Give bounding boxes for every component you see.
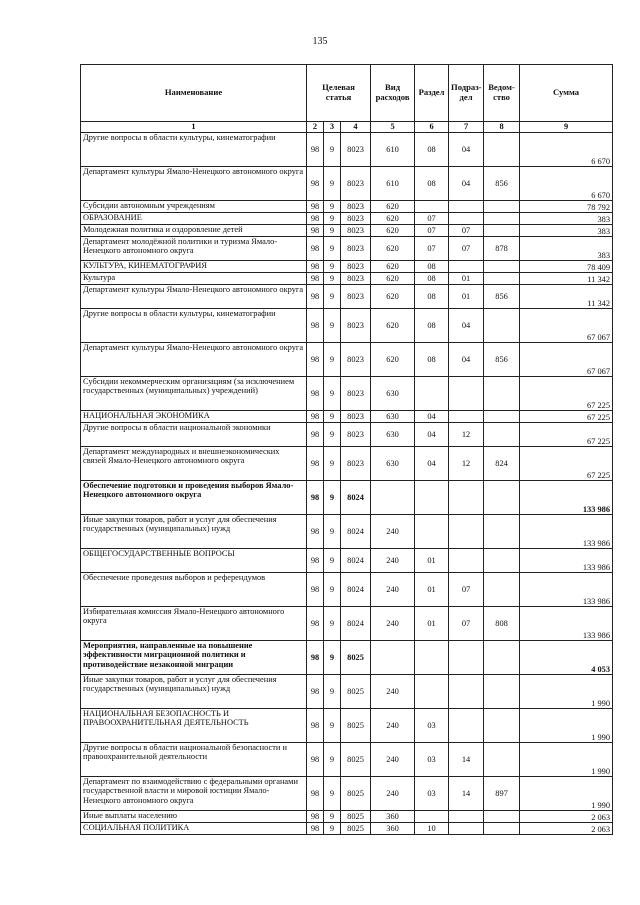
cell-section: 08 (415, 343, 449, 377)
cell-section: 08 (415, 273, 449, 285)
cell-article-b: 9 (324, 709, 341, 743)
cell-subsection (449, 377, 484, 411)
cell-amount: 67 225 (520, 423, 613, 447)
cell-amount: 1 990 (520, 743, 613, 777)
cell-article-b: 9 (324, 411, 341, 423)
column-number: 6 (415, 122, 449, 133)
table-row (81, 423, 613, 447)
cell-expense-type: 620 (371, 343, 415, 377)
cell-subsection (449, 709, 484, 743)
cell-department (484, 823, 520, 835)
cell-amount: 78 409 (520, 261, 613, 273)
cell-department (484, 273, 520, 285)
header-article: Целевая статья (307, 65, 371, 122)
cell-section: 03 (415, 777, 449, 811)
cell-department (484, 743, 520, 777)
cell-article-b: 9 (324, 201, 341, 213)
cell-department (484, 641, 520, 675)
column-number: 7 (449, 122, 484, 133)
table-row (81, 777, 613, 811)
cell-section (415, 377, 449, 411)
cell-name: ОБЩЕГОСУДАРСТВЕННЫЕ ВОПРОСЫ (81, 549, 307, 573)
cell-article-a: 98 (307, 225, 324, 237)
cell-article-c: 8023 (341, 201, 371, 213)
table-row (81, 549, 613, 573)
cell-amount: 11 342 (520, 285, 613, 309)
cell-article-c: 8024 (341, 549, 371, 573)
cell-subsection: 12 (449, 423, 484, 447)
cell-article-c: 8024 (341, 573, 371, 607)
cell-article-b: 9 (324, 481, 341, 515)
cell-section: 04 (415, 423, 449, 447)
column-number: 5 (371, 122, 415, 133)
cell-article-c: 8025 (341, 823, 371, 835)
cell-name: Департамент международных и внешнеэкономических связей Ямало-Ненецкого автономного округа (81, 447, 307, 481)
table-row (81, 133, 613, 167)
cell-subsection: 07 (449, 237, 484, 261)
cell-article-b: 9 (324, 343, 341, 377)
cell-name: Иные выплаты населению (81, 811, 307, 823)
cell-article-a: 98 (307, 549, 324, 573)
cell-name: Молодежная политика и оздоровление детей (81, 225, 307, 237)
cell-article-a: 98 (307, 167, 324, 201)
cell-article-a: 98 (307, 201, 324, 213)
cell-article-a: 98 (307, 811, 324, 823)
cell-department (484, 133, 520, 167)
cell-article-a: 98 (307, 573, 324, 607)
cell-article-c: 8025 (341, 641, 371, 675)
cell-article-c: 8024 (341, 607, 371, 641)
cell-article-a: 98 (307, 777, 324, 811)
cell-expense-type: 620 (371, 273, 415, 285)
table-row (81, 811, 613, 823)
cell-expense-type: 630 (371, 411, 415, 423)
cell-name: Иные закупки товаров, работ и услуг для обеспечения государственных (муниципальных) нужд (81, 675, 307, 709)
cell-article-c: 8023 (341, 377, 371, 411)
cell-section (415, 675, 449, 709)
header-section: Раздел (415, 65, 449, 122)
cell-department (484, 309, 520, 343)
cell-article-c: 8025 (341, 811, 371, 823)
cell-subsection: 01 (449, 273, 484, 285)
cell-section: 01 (415, 549, 449, 573)
cell-department (484, 411, 520, 423)
cell-article-c: 8023 (341, 261, 371, 273)
cell-section (415, 201, 449, 213)
cell-amount: 78 792 (520, 201, 613, 213)
cell-department (484, 261, 520, 273)
cell-department (484, 515, 520, 549)
cell-section: 07 (415, 213, 449, 225)
cell-article-c: 8025 (341, 777, 371, 811)
cell-subsection: 07 (449, 573, 484, 607)
header-amount: Сумма (520, 65, 613, 122)
cell-article-b: 9 (324, 777, 341, 811)
cell-article-b: 9 (324, 237, 341, 261)
cell-section: 03 (415, 743, 449, 777)
cell-subsection: 14 (449, 743, 484, 777)
cell-article-b: 9 (324, 515, 341, 549)
table-row (81, 343, 613, 377)
cell-article-a: 98 (307, 261, 324, 273)
cell-subsection (449, 811, 484, 823)
cell-subsection (449, 641, 484, 675)
cell-expense-type: 630 (371, 423, 415, 447)
cell-expense-type: 240 (371, 675, 415, 709)
cell-article-a: 98 (307, 423, 324, 447)
cell-article-a: 98 (307, 343, 324, 377)
cell-article-a: 98 (307, 237, 324, 261)
cell-department (484, 481, 520, 515)
cell-subsection (449, 411, 484, 423)
cell-article-b: 9 (324, 641, 341, 675)
cell-name: Обеспечение проведения выборов и референдумов (81, 573, 307, 607)
cell-article-a: 98 (307, 743, 324, 777)
column-number: 9 (520, 122, 613, 133)
cell-amount: 6 670 (520, 167, 613, 201)
cell-amount: 383 (520, 237, 613, 261)
cell-amount: 2 063 (520, 811, 613, 823)
cell-article-b: 9 (324, 607, 341, 641)
table-row (81, 411, 613, 423)
cell-subsection: 04 (449, 343, 484, 377)
cell-expense-type: 360 (371, 811, 415, 823)
cell-article-b: 9 (324, 573, 341, 607)
cell-subsection (449, 201, 484, 213)
cell-expense-type: 630 (371, 377, 415, 411)
cell-section: 07 (415, 225, 449, 237)
cell-expense-type: 240 (371, 777, 415, 811)
cell-department: 856 (484, 285, 520, 309)
cell-department (484, 709, 520, 743)
cell-amount: 2 063 (520, 823, 613, 835)
cell-article-b: 9 (324, 675, 341, 709)
cell-subsection: 04 (449, 133, 484, 167)
cell-expense-type: 620 (371, 213, 415, 225)
cell-section: 08 (415, 285, 449, 309)
cell-article-a: 98 (307, 607, 324, 641)
cell-article-c: 8023 (341, 343, 371, 377)
table-row (81, 167, 613, 201)
cell-article-a: 98 (307, 515, 324, 549)
cell-amount: 6 670 (520, 133, 613, 167)
cell-department: 824 (484, 447, 520, 481)
cell-article-a: 98 (307, 481, 324, 515)
cell-section: 01 (415, 573, 449, 607)
cell-subsection: 12 (449, 447, 484, 481)
cell-department (484, 213, 520, 225)
cell-amount: 383 (520, 225, 613, 237)
cell-department: 878 (484, 237, 520, 261)
table-row (81, 213, 613, 225)
cell-article-b: 9 (324, 273, 341, 285)
cell-amount: 67 225 (520, 377, 613, 411)
cell-name: Департамент по взаимодействию с федеральными органами государственной власти и мировой юстиции Ямало-Ненецкого автономного округа (81, 777, 307, 811)
cell-article-b: 9 (324, 261, 341, 273)
cell-amount: 11 342 (520, 273, 613, 285)
column-number: 3 (324, 122, 341, 133)
cell-section: 04 (415, 447, 449, 481)
cell-subsection (449, 261, 484, 273)
column-number: 1 (81, 122, 307, 133)
cell-name: Департамент молодёжной политики и туризма Ямало-Ненецкого автономного округа (81, 237, 307, 261)
table-row (81, 261, 613, 273)
table-row (81, 201, 613, 213)
cell-amount: 67 225 (520, 447, 613, 481)
table-row (81, 743, 613, 777)
cell-article-c: 8023 (341, 285, 371, 309)
cell-name: Другие вопросы в области культуры, кинематографии (81, 309, 307, 343)
cell-amount: 67 067 (520, 343, 613, 377)
cell-department (484, 675, 520, 709)
cell-name: Субсидии некоммерческим организациям (за исключением государственных (муниципальных) учреждений) (81, 377, 307, 411)
cell-department (484, 811, 520, 823)
cell-name: Департамент культуры Ямало-Ненецкого автономного округа (81, 285, 307, 309)
cell-article-b: 9 (324, 213, 341, 225)
table-row (81, 515, 613, 549)
cell-section: 03 (415, 709, 449, 743)
cell-subsection: 04 (449, 309, 484, 343)
cell-name: Обеспечение подготовки и проведения выборов Ямало-Ненецкого автономного округа (81, 481, 307, 515)
cell-subsection (449, 823, 484, 835)
cell-name: Иные закупки товаров, работ и услуг для обеспечения государственных (муниципальных) нужд (81, 515, 307, 549)
cell-subsection (449, 515, 484, 549)
cell-article-b: 9 (324, 167, 341, 201)
table-row (81, 309, 613, 343)
cell-name: Субсидии автономным учреждениям (81, 201, 307, 213)
page-number: 135 (312, 36, 328, 47)
cell-name: Другие вопросы в области культуры, кинематографии (81, 133, 307, 167)
cell-article-a: 98 (307, 285, 324, 309)
cell-department (484, 201, 520, 213)
table-body (81, 133, 613, 835)
cell-subsection: 07 (449, 225, 484, 237)
cell-article-b: 9 (324, 549, 341, 573)
cell-article-b: 9 (324, 447, 341, 481)
cell-article-c: 8023 (341, 309, 371, 343)
cell-expense-type: 610 (371, 167, 415, 201)
cell-subsection (449, 481, 484, 515)
cell-article-b: 9 (324, 823, 341, 835)
cell-expense-type: 610 (371, 133, 415, 167)
header-name: Наименование (81, 65, 307, 122)
cell-article-a: 98 (307, 213, 324, 225)
cell-article-b: 9 (324, 377, 341, 411)
cell-expense-type: 240 (371, 515, 415, 549)
cell-section: 04 (415, 411, 449, 423)
cell-article-a: 98 (307, 411, 324, 423)
table-row (81, 447, 613, 481)
cell-article-c: 8024 (341, 515, 371, 549)
cell-name: Другие вопросы в области национальной безопасности и правоохранительной деятельности (81, 743, 307, 777)
cell-name: НАЦИОНАЛЬНАЯ БЕЗОПАСНОСТЬ И ПРАВООХРАНИТЕЛЬНАЯ ДЕЯТЕЛЬНОСТЬ (81, 709, 307, 743)
cell-expense-type: 630 (371, 447, 415, 481)
table-row (81, 709, 613, 743)
cell-amount: 133 986 (520, 573, 613, 607)
cell-article-c: 8023 (341, 225, 371, 237)
cell-article-a: 98 (307, 309, 324, 343)
cell-amount: 133 986 (520, 515, 613, 549)
cell-name: Другие вопросы в области национальной экономики (81, 423, 307, 447)
cell-article-a: 98 (307, 823, 324, 835)
cell-department: 856 (484, 343, 520, 377)
cell-article-b: 9 (324, 285, 341, 309)
cell-subsection (449, 549, 484, 573)
cell-article-b: 9 (324, 309, 341, 343)
cell-expense-type: 620 (371, 225, 415, 237)
cell-subsection: 04 (449, 167, 484, 201)
cell-article-c: 8025 (341, 743, 371, 777)
cell-expense-type: 620 (371, 309, 415, 343)
header-subsection: Подраз-дел (449, 65, 484, 122)
column-numbers-row (81, 122, 613, 133)
cell-name: КУЛЬТУРА, КИНЕМАТОГРАФИЯ (81, 261, 307, 273)
cell-amount: 67 225 (520, 411, 613, 423)
cell-section: 08 (415, 167, 449, 201)
cell-amount: 67 067 (520, 309, 613, 343)
budget-table (80, 64, 613, 835)
cell-name: ОБРАЗОВАНИЕ (81, 213, 307, 225)
cell-department (484, 573, 520, 607)
cell-amount: 1 990 (520, 777, 613, 811)
cell-article-a: 98 (307, 447, 324, 481)
cell-section (415, 641, 449, 675)
header-department: Ведом-ство (484, 65, 520, 122)
cell-article-b: 9 (324, 225, 341, 237)
cell-department: 808 (484, 607, 520, 641)
cell-article-b: 9 (324, 423, 341, 447)
cell-amount: 133 986 (520, 549, 613, 573)
cell-article-c: 8023 (341, 447, 371, 481)
cell-subsection: 14 (449, 777, 484, 811)
table-row (81, 607, 613, 641)
cell-expense-type: 240 (371, 549, 415, 573)
cell-expense-type: 620 (371, 285, 415, 309)
cell-department (484, 423, 520, 447)
table-row (81, 675, 613, 709)
cell-article-a: 98 (307, 641, 324, 675)
cell-department (484, 549, 520, 573)
cell-section (415, 515, 449, 549)
cell-section: 07 (415, 237, 449, 261)
cell-article-c: 8023 (341, 213, 371, 225)
cell-expense-type: 620 (371, 237, 415, 261)
cell-expense-type: 620 (371, 201, 415, 213)
cell-name: Департамент культуры Ямало-Ненецкого автономного округа (81, 343, 307, 377)
cell-section (415, 481, 449, 515)
table-row (81, 237, 613, 261)
cell-amount: 133 986 (520, 481, 613, 515)
cell-department (484, 225, 520, 237)
cell-expense-type: 240 (371, 743, 415, 777)
cell-expense-type (371, 641, 415, 675)
cell-name: Культура (81, 273, 307, 285)
cell-article-c: 8023 (341, 423, 371, 447)
cell-expense-type: 240 (371, 709, 415, 743)
cell-article-b: 9 (324, 743, 341, 777)
cell-amount: 133 986 (520, 607, 613, 641)
cell-amount: 1 990 (520, 675, 613, 709)
cell-subsection: 01 (449, 285, 484, 309)
table-row (81, 377, 613, 411)
cell-department: 856 (484, 167, 520, 201)
cell-name: НАЦИОНАЛЬНАЯ ЭКОНОМИКА (81, 411, 307, 423)
cell-subsection (449, 213, 484, 225)
cell-amount: 383 (520, 213, 613, 225)
table-row (81, 225, 613, 237)
cell-name: Мероприятия, направленные на повышение эффективности миграционной политики и противодействие незаконной миграции (81, 641, 307, 675)
cell-article-c: 8023 (341, 167, 371, 201)
cell-article-b: 9 (324, 811, 341, 823)
cell-article-a: 98 (307, 377, 324, 411)
column-number: 8 (484, 122, 520, 133)
cell-section (415, 811, 449, 823)
table-row (81, 823, 613, 835)
header-expense-type: Вид расходов (371, 65, 415, 122)
cell-article-c: 8023 (341, 273, 371, 285)
cell-expense-type: 240 (371, 573, 415, 607)
cell-article-c: 8024 (341, 481, 371, 515)
column-number: 2 (307, 122, 324, 133)
column-number: 4 (341, 122, 371, 133)
cell-article-a: 98 (307, 133, 324, 167)
cell-article-c: 8023 (341, 133, 371, 167)
cell-amount: 1 990 (520, 709, 613, 743)
cell-article-c: 8023 (341, 237, 371, 261)
cell-section: 01 (415, 607, 449, 641)
table-row (81, 273, 613, 285)
cell-expense-type (371, 481, 415, 515)
table-row (81, 641, 613, 675)
cell-article-c: 8023 (341, 411, 371, 423)
table-row (81, 285, 613, 309)
cell-expense-type: 240 (371, 607, 415, 641)
cell-department: 897 (484, 777, 520, 811)
table-row (81, 481, 613, 515)
cell-name: СОЦИАЛЬНАЯ ПОЛИТИКА (81, 823, 307, 835)
cell-expense-type: 620 (371, 261, 415, 273)
cell-section: 08 (415, 261, 449, 273)
table-row (81, 573, 613, 607)
cell-expense-type: 360 (371, 823, 415, 835)
cell-article-a: 98 (307, 675, 324, 709)
cell-name: Избирательная комиссия Ямало-Ненецкого автономного округа (81, 607, 307, 641)
cell-article-c: 8025 (341, 709, 371, 743)
cell-subsection: 07 (449, 607, 484, 641)
cell-article-b: 9 (324, 133, 341, 167)
cell-article-c: 8025 (341, 675, 371, 709)
cell-section: 08 (415, 309, 449, 343)
cell-section: 10 (415, 823, 449, 835)
cell-article-a: 98 (307, 709, 324, 743)
cell-section: 08 (415, 133, 449, 167)
cell-department (484, 377, 520, 411)
cell-amount: 4 053 (520, 641, 613, 675)
cell-name: Департамент культуры Ямало-Ненецкого автономного округа (81, 167, 307, 201)
cell-subsection (449, 675, 484, 709)
cell-article-a: 98 (307, 273, 324, 285)
